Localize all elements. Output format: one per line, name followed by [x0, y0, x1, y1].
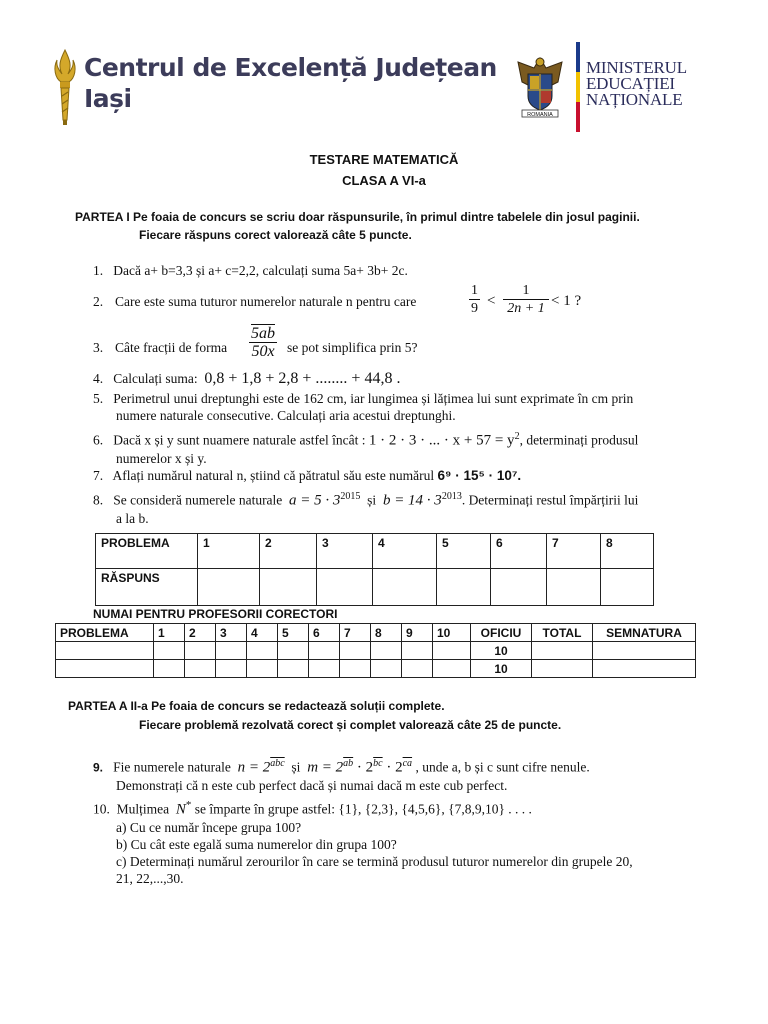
question-1: 1. Dacă a+ b=3,3 și a+ c=2,2, calculați suma 5a+ 3b+ 2c. — [93, 263, 408, 278]
institution-line2: Iași — [84, 84, 132, 113]
grader-header-row: PROBLEMA 1 2 3 4 5 6 7 8 9 10 OFICIU TOTAL SEMNATURA — [56, 624, 696, 642]
answer-table — [95, 533, 654, 606]
answer-cell-7[interactable] — [547, 569, 601, 606]
class-title: CLASA A VI-a — [342, 173, 426, 188]
answer-cell-6[interactable] — [491, 569, 547, 606]
question-2: 2. Care este suma tuturor numerelor naturale n pentru care $\frac{1}{9}$ < $\frac{1}{2n + 1}$ < 1 ? — [93, 283, 582, 316]
ministry-name: MINISTERUL EDUCAȚIEI NAȚIONALE — [586, 58, 687, 109]
answer-table-header-row: PROBLEMA 1 2 3 4 5 6 7 8 — [96, 534, 654, 569]
grader-table — [55, 623, 696, 678]
part1-points: Fiecare răspuns corect valorează câte 5 puncte. — [139, 228, 412, 242]
tricolor-bar — [576, 42, 580, 132]
answer-cell-4[interactable] — [373, 569, 437, 606]
part1-instructions: PARTEA I Pe foaia de concurs se scriu doar răspunsurile, în primul dintre tabelele din josul paginii. — [75, 210, 640, 224]
torch-logo — [50, 46, 80, 128]
part2-points: Fiecare problemă rezolvată corect și complet valorează câte 25 de puncte. — [139, 718, 562, 732]
part2-instructions: PARTEA A II-a Pe foaia de concurs se redactează soluții complete. — [68, 699, 445, 713]
oficiu-points: 10 — [471, 660, 532, 678]
question-6: 6. Dacă x și y sunt nuamere naturale astfel încât : 1 · 2 · 3 · ... · $x + 57 = y^2$, determinați produsul numerelor x și y. — [93, 431, 639, 466]
question-4: 4. Calculați suma: 0,8 + 1,8 + 2,8 + ........ + 44,8 . — [93, 370, 401, 387]
answer-cell-5[interactable] — [437, 569, 491, 606]
grader-row-1 — [56, 642, 696, 660]
institution-title — [84, 52, 497, 114]
answer-table-label: PROBLEMA — [96, 534, 198, 569]
answer-cell-8[interactable] — [601, 569, 654, 606]
answer-cell-3[interactable] — [317, 569, 373, 606]
grader-row-2 — [56, 660, 696, 678]
answer-row-label: RĂSPUNS — [96, 569, 198, 606]
question-5: 5. Perimetrul unui dreptunghi este de 162 cm, iar lungimea și lățimea lui sunt exprimate în cm prin numere naturale consecutive. Calculați aria acestui dreptunghi. — [93, 391, 634, 423]
question-3: 3. Câte fracții de forma $\frac{5ab}{50x}$ se pot simplifica prin 5? — [93, 325, 418, 360]
grader-caption: NUMAI PENTRU PROFESORII CORECTORI — [93, 607, 338, 621]
answer-table-answer-row — [96, 569, 654, 606]
institution-line1: Centrul de Excelență Județean — [84, 53, 497, 82]
test-title: TESTARE MATEMATICĂ — [309, 152, 459, 167]
romania-crest-icon — [514, 52, 566, 120]
answer-cell-1[interactable] — [198, 569, 260, 606]
question-9: 9. Fie numerele naturale $n = 2^{\overline{abc}}$ și $m = 2^{\overline{ab}} \cdot 2^{\overline{bc}} \cdot 2^{\overline{ca}}$ , unde a, b și c sunt cifre nenule. Demonstrați că n este cub perfect dacă și numai dacă m este cub perfect. — [93, 758, 590, 793]
oficiu-points: 10 — [471, 642, 532, 660]
question-7: 7. Aflați numărul natural n, știind că pătratul său este numărul 6⁹ · 15⁵ · 10⁷. — [93, 468, 522, 483]
answer-cell-2[interactable] — [260, 569, 317, 606]
question-8: 8. Se consideră numerele naturale $a = 5 \cdot 3^{2015}$ și $b = 14 \cdot 3^{2013}$. Determinați restul împărțirii lui a la b. — [93, 491, 639, 526]
question-10: 10. Mulțimea N* se împarte în grupe astfel: {1}, {2,3}, {4,5,6}, {7,8,9,10} . . . . a) Cu ce număr începe grupa 100? b) Cu cât este egală suma numerelor din grupa 100? c) Determinați numărul zerourilor în care se termină produsul tuturor numerelor din grupele 20, 21, 22,...,30. — [93, 799, 633, 886]
crest-label: ROMANIA — [527, 112, 553, 118]
